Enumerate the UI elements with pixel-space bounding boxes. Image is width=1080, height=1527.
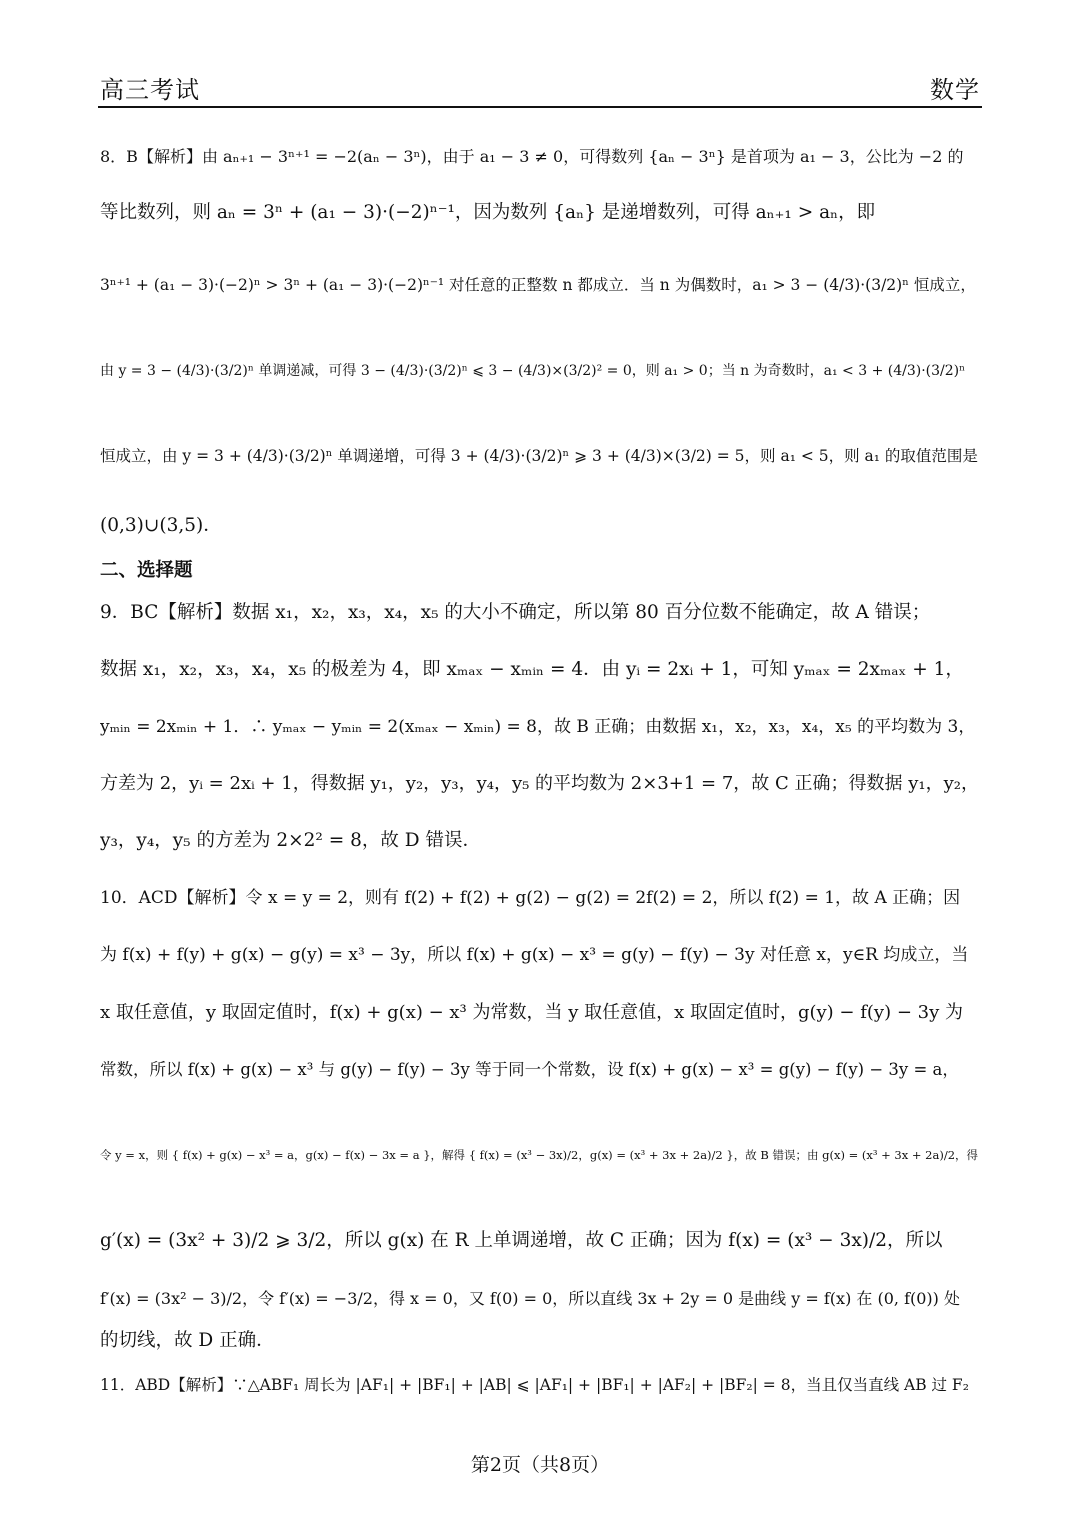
solution-line: 8．B【解析】由 aₙ₊₁ − 3ⁿ⁺¹ = −2(aₙ − 3ⁿ)，由于 a₁ − 3 ≠ 0，可得数列 {aₙ − 3ⁿ} 是首项为 a₁ − 3，公比为 −2 的 xyxy=(100,147,964,166)
solution-line: x 取任意值，y 取固定值时，f(x) + g(x) − x³ 为常数，当 y 取任意值，x 取固定值时，g(y) − f(y) − 3y 为 xyxy=(100,1002,963,1023)
solution-line: 方差为 2，yᵢ = 2xᵢ + 1，得数据 y₁，y₂，y₃，y₄，y₅ 的平均数为 2×3+1 = 7，故 C 正确；得数据 y₁，y₂， xyxy=(100,773,979,794)
solution-line: y₃，y₄，y₅ 的方差为 2×2² = 8，故 D 错误． xyxy=(100,830,481,851)
page-number: 第2页（共8页） xyxy=(470,1454,610,1476)
solution-line: 11．ABD【解析】∵△ABF₁ 周长为 |AF₁| + |BF₁| + |AB| ⩽ |AF₁| + |BF₁| + |AF₂| + |BF₂| = 8，当且仅当直线 AB 过 F₂ xyxy=(100,1376,969,1394)
header-divider xyxy=(98,106,982,108)
solution-line: (0,3)∪(3,5)． xyxy=(100,515,222,536)
solution-line: 由 y = 3 − (4/3)·(3/2)ⁿ 单调递减，可得 3 − (4/3)·(3/2)ⁿ ⩽ 3 − (4/3)×(3/2)² = 0，则 a₁ > 0；当 n 为奇数时，a₁ < 3 + (4/3)·(3/2)ⁿ xyxy=(100,363,966,379)
solution-line: 3ⁿ⁺¹ + (a₁ − 3)·(−2)ⁿ > 3ⁿ + (a₁ − 3)·(−2)ⁿ⁻¹ 对任意的正整数 n 都成立．当 n 为偶数时，a₁ > 3 − (4/3)·(3/2)ⁿ 恒成立， xyxy=(100,276,976,294)
solution-line: f′(x) = (3x² − 3)/2，令 f′(x) = −3/2，得 x = 0，又 f(0) = 0，所以直线 3x + 2y = 0 是曲线 y = f(x) 在 (0, f(0)) 处 xyxy=(100,1289,960,1308)
solution-line: 9．BC【解析】数据 x₁，x₂，x₃，x₄，x₅ 的大小不确定，所以第 80 百分位数不能确定，故 A 错误； xyxy=(100,602,931,623)
solution-line: 数据 x₁，x₂，x₃，x₄，x₅ 的极差为 4，即 xₘₐₓ − xₘᵢₙ = 4．由 yᵢ = 2xᵢ + 1，可知 yₘₐₓ = 2xₘₐₓ + 1， xyxy=(100,659,964,680)
solution-line: 常数，所以 f(x) + g(x) − x³ 与 g(y) − f(y) − 3y 等于同一个常数，设 f(x) + g(x) − x³ = g(y) − f(y) − 3y = a， xyxy=(100,1060,959,1079)
solution-line: 为 f(x) + f(y) + g(x) − g(y) = x³ − 3y，所以 f(x) + g(x) − x³ = g(y) − f(y) − 3y 对任意 x，y∈R 均成立，当 xyxy=(100,945,969,965)
solution-line: 10．ACD【解析】令 x = y = 2，则有 f(2) + f(2) + g(2) − g(2) = 2f(2) = 2，所以 f(2) = 1，故 A 正确；因 xyxy=(100,888,961,908)
solution-line: 令 y = x，则 { f(x) + g(x) − x³ = a，g(x) − f(x) − 3x = a }，解得 { f(x) = (x³ − 3x)/2，g(x) = (x³ + 3x + 2a)/2 }，故 B 错误；由 g(x) = (x³ + 3x + 2a)/2，得 xyxy=(100,1148,979,1162)
solution-line: yₘᵢₙ = 2xₘᵢₙ + 1．∴ yₘₐₓ − yₘᵢₙ = 2(xₘₐₓ − xₘᵢₙ) = 8，故 B 正确；由数据 x₁，x₂，x₃，x₄，x₅ 的平均数为 3， xyxy=(100,717,976,737)
header-subject: 数学 xyxy=(930,76,980,104)
section-heading: 二、选择题 xyxy=(100,560,193,581)
solution-line: 等比数列，则 aₙ = 3ⁿ + (a₁ − 3)·(−2)ⁿ⁻¹，因为数列 {aₙ} 是递增数列，可得 aₙ₊₁ > aₙ，即 xyxy=(100,202,876,223)
header-exam-title: 高三考试 xyxy=(100,76,200,104)
solution-line: 的切线，故 D 正确． xyxy=(100,1330,275,1351)
solution-line: 恒成立，由 y = 3 + (4/3)·(3/2)ⁿ 单调递增，可得 3 + (4/3)·(3/2)ⁿ ⩾ 3 + (4/3)×(3/2) = 5，则 a₁ < 5，则 a₁ 的取值范围是 xyxy=(100,447,978,465)
solution-line: g′(x) = (3x² + 3)/2 ⩾ 3/2，所以 g(x) 在 R 上单调递增，故 C 正确；因为 f(x) = (x³ − 3x)/2，所以 xyxy=(100,1230,943,1251)
